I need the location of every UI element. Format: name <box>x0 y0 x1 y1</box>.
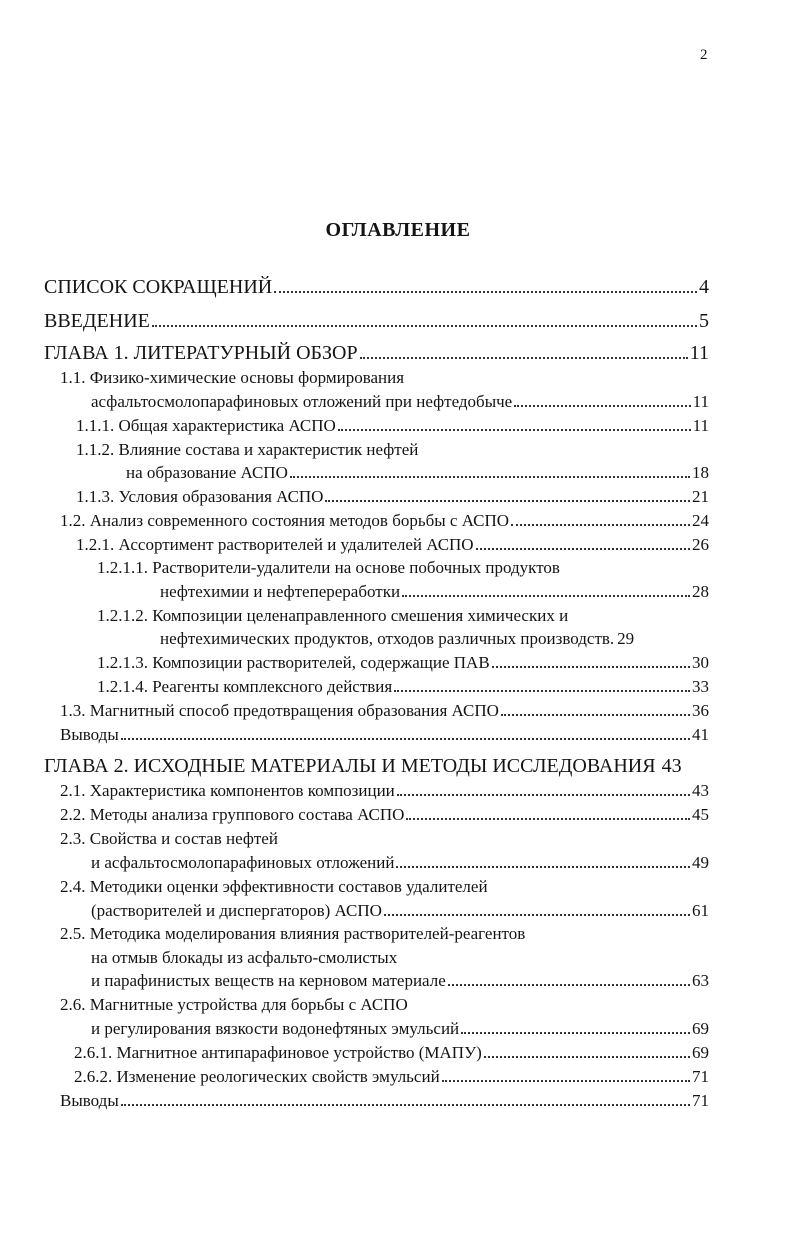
toc-entry-introduction[interactable] <box>44 310 709 333</box>
toc-entry-page: 11 <box>689 342 709 364</box>
toc-entry-page: 71 <box>692 1067 709 1086</box>
dot-leader <box>511 523 690 526</box>
toc-entry-label: 1.2.1. Ассортимент растворителей и удалителей АСПО <box>76 535 474 554</box>
toc-entry-1-1-2[interactable] <box>126 463 709 483</box>
toc-entry-label: (растворителей и диспергаторов) АСПО <box>91 901 382 920</box>
toc-entry-page: 24 <box>692 511 709 530</box>
toc-entry-1-2-1-1-line-1[interactable]: 1.2.1.1. Растворители-удалители на основе побочных продуктов <box>97 558 560 577</box>
dot-leader <box>394 689 690 692</box>
toc-entry-label: 1.3. Магнитный способ предотвращения образования АСПО <box>60 701 499 720</box>
toc-entry-label: 1.1.3. Условия образования АСПО <box>76 487 324 506</box>
toc-entry-page: 43 <box>661 755 682 777</box>
toc-entry-label: ГЛАВА 2. ИСХОДНЫЕ МАТЕРИАЛЫ И МЕТОДЫ ИССЛЕДОВАНИЯ <box>44 755 656 777</box>
toc-entry-conclusions-1[interactable] <box>60 725 709 745</box>
toc-entry-label: СПИСОК СОКРАЩЕНИЙ <box>44 276 273 298</box>
toc-entry-1-2[interactable] <box>60 511 709 531</box>
dot-leader <box>406 817 690 820</box>
toc-entry-page: 30 <box>692 653 709 672</box>
toc-entry-label: на образование АСПО <box>126 463 288 482</box>
toc-entry-page: 21 <box>692 487 709 506</box>
toc-entry-2-5-line-2[interactable]: на отмыв блокады из асфальто-смолистых <box>91 948 398 967</box>
dot-leader <box>514 404 690 407</box>
toc-entry-2-6-2[interactable] <box>74 1067 709 1087</box>
toc-entry-page: 4 <box>699 276 709 298</box>
dot-leader <box>461 1031 690 1034</box>
toc-entry-2-4-line-1[interactable]: 2.4. Методики оценки эффективности составов удалителей <box>60 877 488 896</box>
toc-entry-label: 2.2. Методы анализа группового состава АСПО <box>60 805 405 824</box>
toc-entry-1-2-1-3[interactable] <box>97 653 709 673</box>
toc-entry-label: и парафинистых веществ на керновом материале <box>91 971 446 990</box>
dot-leader <box>325 499 690 502</box>
toc-entry-page: 11 <box>692 416 709 435</box>
toc-entry-2-2[interactable] <box>60 805 709 825</box>
toc-entry-label: асфальтосмолопарафиновых отложений при нефтедобыче <box>91 392 513 411</box>
toc-entry-2-3[interactable] <box>91 853 709 873</box>
page-number: 2 <box>700 47 708 63</box>
toc-entry-page: 36 <box>692 701 709 720</box>
toc-entry-2-5-line-1[interactable]: 2.5. Методика моделирования влияния растворителей-реагентов <box>60 924 526 943</box>
dot-leader <box>448 983 690 986</box>
toc-entry-label: и асфальтосмолопарафиновых отложений <box>91 853 395 872</box>
toc-entry-label: нефтехимии и нефтепереработки <box>160 582 401 601</box>
dot-leader <box>121 737 690 740</box>
toc-entry-2-6-1[interactable] <box>74 1043 709 1063</box>
toc-entry-1-1-2-line-1[interactable]: 1.1.2. Влияние состава и характеристик нефтей <box>76 440 419 459</box>
toc-entry-page: 41 <box>692 725 709 744</box>
toc-entry-1-1[interactable] <box>91 392 709 412</box>
dot-leader <box>360 356 688 359</box>
dot-leader <box>492 665 690 668</box>
dot-leader <box>397 793 690 796</box>
toc-entry-1-3[interactable] <box>60 701 709 721</box>
toc-entry-page: 26 <box>692 535 709 554</box>
dot-leader <box>402 594 690 597</box>
toc-entry-label: 2.1. Характеристика компонентов композиции <box>60 781 395 800</box>
toc-entry-chapter-2[interactable] <box>44 755 709 778</box>
toc-entry-page: 43 <box>692 781 709 800</box>
toc-entry-2-3-line-1[interactable]: 2.3. Свойства и состав нефтей <box>60 829 278 848</box>
dot-leader <box>152 324 697 327</box>
toc-entry-conclusions-2[interactable] <box>60 1091 709 1111</box>
dot-leader <box>338 428 691 431</box>
toc-entry-label: нефтехимических продуктов, отходов различных производств. <box>160 629 615 648</box>
toc-entry-page: 49 <box>692 853 709 872</box>
dot-leader <box>501 713 690 716</box>
page-title: ОГЛАВЛЕНИЕ <box>325 219 471 241</box>
toc-entry-label: 1.2. Анализ современного состояния методов борьбы с АСПО <box>60 511 510 530</box>
toc-entry-label: 1.2.1.4. Реагенты комплексного действия <box>97 677 393 696</box>
toc-entry-1-1-line-1[interactable]: 1.1. Физико-химические основы формирования <box>60 368 405 387</box>
dot-leader <box>290 475 690 478</box>
toc-entry-1-1-1[interactable] <box>76 416 709 436</box>
toc-entry-2-4[interactable] <box>91 901 709 921</box>
toc-entry-2-1[interactable] <box>60 781 709 801</box>
dot-leader <box>396 865 690 868</box>
toc-entry-1-2-1-2-line-1[interactable]: 1.2.1.2. Композиции целенаправленного смешения химических и <box>97 606 569 625</box>
toc-entry-page: 28 <box>692 582 709 601</box>
toc-entry-label: ГЛАВА 1. ЛИТЕРАТУРНЫЙ ОБЗОР <box>44 342 358 364</box>
toc-entry-label: 1.2.1.3. Композиции растворителей, содержащие ПАВ <box>97 653 490 672</box>
dot-leader <box>274 290 697 293</box>
toc-entry-label: и регулирования вязкости водонефтяных эмульсий <box>91 1019 460 1038</box>
dot-leader <box>484 1055 690 1058</box>
toc-entry-page: 18 <box>692 463 709 482</box>
toc-entry-label: 1.1.1. Общая характеристика АСПО <box>76 416 336 435</box>
toc-entry-chapter-1[interactable] <box>44 342 709 365</box>
toc-entry-label: Выводы <box>60 725 119 744</box>
toc-entry-label: Выводы <box>60 1091 119 1110</box>
toc-entry-page: 29 <box>617 629 635 648</box>
toc-entry-1-2-1[interactable] <box>76 535 709 555</box>
toc-entry-label: 2.6.2. Изменение реологических свойств эмульсий <box>74 1067 440 1086</box>
dot-leader <box>476 547 690 550</box>
toc-entry-page: 11 <box>692 392 709 411</box>
toc-entry-page: 69 <box>692 1043 709 1062</box>
dot-leader <box>442 1079 690 1082</box>
dot-leader <box>384 913 690 916</box>
toc-entry-1-1-3[interactable] <box>76 487 709 507</box>
dot-leader <box>121 1103 690 1106</box>
toc-entry-label: 2.6.1. Магнитное антипарафиновое устройство (МАПУ) <box>74 1043 482 1062</box>
toc-entry-page: 33 <box>692 677 709 696</box>
toc-entry-page: 61 <box>692 901 709 920</box>
toc-entry-2-6-line-1[interactable]: 2.6. Магнитные устройства для борьбы с АСПО <box>60 995 408 1014</box>
toc-entry-label: ВВЕДЕНИЕ <box>44 310 150 332</box>
toc-entry-2-5[interactable] <box>91 971 709 991</box>
toc-entry-2-6[interactable] <box>91 1019 709 1039</box>
toc-entry-page: 45 <box>692 805 709 824</box>
toc-entry-1-2-1-4[interactable] <box>97 677 709 697</box>
toc-entry-page: 71 <box>692 1091 709 1110</box>
toc-entry-abbreviations[interactable] <box>44 276 709 299</box>
toc-entry-page: 69 <box>692 1019 709 1038</box>
toc-entry-page: 5 <box>699 310 709 332</box>
toc-entry-1-2-1-2[interactable] <box>160 629 709 649</box>
toc-entry-1-2-1-1[interactable] <box>160 582 709 602</box>
toc-entry-page: 63 <box>692 971 709 990</box>
